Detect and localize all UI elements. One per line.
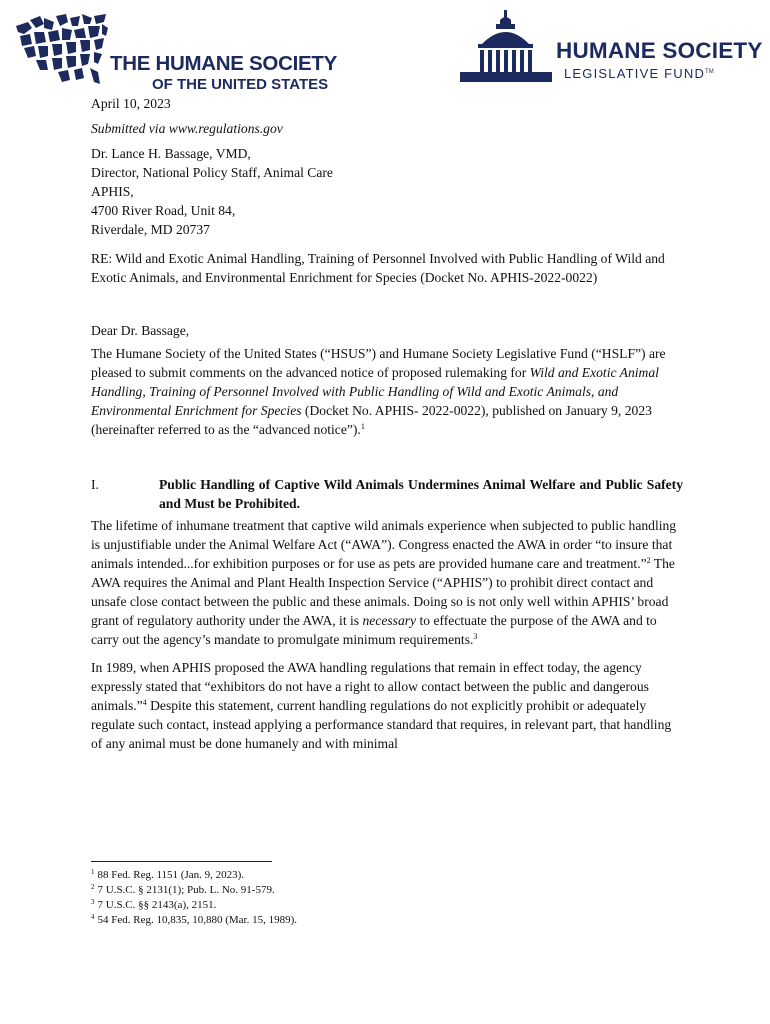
address-line: Riverdale, MD 20737 [91, 222, 210, 237]
salutation: Dear Dr. Bassage, [91, 323, 190, 338]
body-paragraph: The lifetime of inhumane treatment that captive wild animals experience when subjected to public handling is unjustifiable under the Animal Welfare Act (“AWA”). Congress enacted the AWA in order “to insure that animals intended...for exhibition purposes or for use as pets are provided humane care and treatment.”$^2$ The AWA requires the Animal and Plant Health Inspection Service (“APHIS”) to prohibit direct contact and unsafe close contact between the public and these animals. Doing so is not only well within APHIS’ broad grant of regulatory authority under the AWA, it is necessary to effectuate the purpose of the AWA and to carry out the agency’s mandate to promulgate minimum requirements.$^3$ [91, 518, 677, 647]
animal-silhouettes-map-icon [14, 12, 110, 86]
address-line: 4700 River Road, Unit 84, [91, 203, 236, 218]
address-line: Director, National Policy Staff, Animal Care [91, 165, 333, 180]
hslf-logo-line1: HUMANE SOCIETY [556, 38, 763, 63]
letter-date: April 10, 2023 [91, 96, 171, 111]
section-heading [91, 475, 683, 513]
footnote-ref: 2 [646, 556, 651, 565]
address-line: Dr. Lance H. Bassage, VMD, [91, 146, 251, 161]
footnote: $^1$ 88 Fed. Reg. 1151 (Jan. 9, 2023). [91, 868, 245, 881]
hsus-logo-line1: THE HUMANE SOCIETY [110, 52, 337, 75]
address-line: APHIS, [91, 184, 134, 199]
hslf-logo-line2: LEGISLATIVE FUND™ [564, 66, 714, 81]
hsus-logo-line2: OF THE UNITED STATES [152, 76, 329, 93]
section-title: Public Handling of Captive Wild Animals Undermines Animal Welfare and Public Safety and Must be Prohibited. [159, 477, 683, 511]
recipient-address [91, 144, 683, 239]
footnotes [91, 868, 591, 928]
footnote-ref: 1 [360, 422, 365, 431]
section-number: I. [91, 477, 99, 492]
footnote-ref: 3 [473, 632, 478, 641]
footnote: $^2$ 7 U.S.C. § 2131(1); Pub. L. No. 91-579. [91, 883, 275, 896]
hslf-logo [460, 10, 763, 82]
body-paragraph: In 1989, when APHIS proposed the AWA handling regulations that remain in effect today, the agency expressly stated that “exhibitors do not have a right to allow contact between the public and dangerous animals.”$^4$ Despite this statement, current handling regulations do not explicitly prohibit or adequately regulate such contact, instead applying a performance standard that requires, in relevant part, that handling of any animal must be done humanely and with minimal [91, 660, 672, 751]
intro-paragraph: The Humane Society of the United States (“HSUS”) and Humane Society Legislative Fund (“HSLF”) are pleased to submit comments on the advanced notice of proposed rulemaking for Wild and Exotic Animal Handling, Training of Personnel Involved with Public Handling of Wild and Exotic Animals, and Environmental Enrichment for Species (Docket No. APHIS- 2022-0022), published on January 9, 2023 (hereinafter referred to as the “advanced notice”).$^1$ [91, 346, 666, 437]
hsus-logo [14, 12, 337, 93]
trademark-mark: TM [705, 69, 714, 75]
capitol-dome-icon [460, 10, 552, 82]
submission-note: Submitted via www.regulations.gov [91, 121, 283, 136]
letter-body [91, 94, 683, 753]
subject-line: RE: Wild and Exotic Animal Handling, Training of Personnel Involved with Public Handling of Wild and Exotic Animals, and Environmental Enrichment for Species (Docket No. APHIS-2022-0022) [91, 251, 665, 285]
footnote: $^4$ 54 Fed. Reg. 10,835, 10,880 (Mar. 15, 1989). [91, 913, 298, 926]
footnote: $^3$ 7 U.S.C. §§ 2143(a), 2151. [91, 898, 217, 911]
footnote-ref: 4 [142, 698, 147, 707]
footnote-divider [91, 861, 272, 862]
